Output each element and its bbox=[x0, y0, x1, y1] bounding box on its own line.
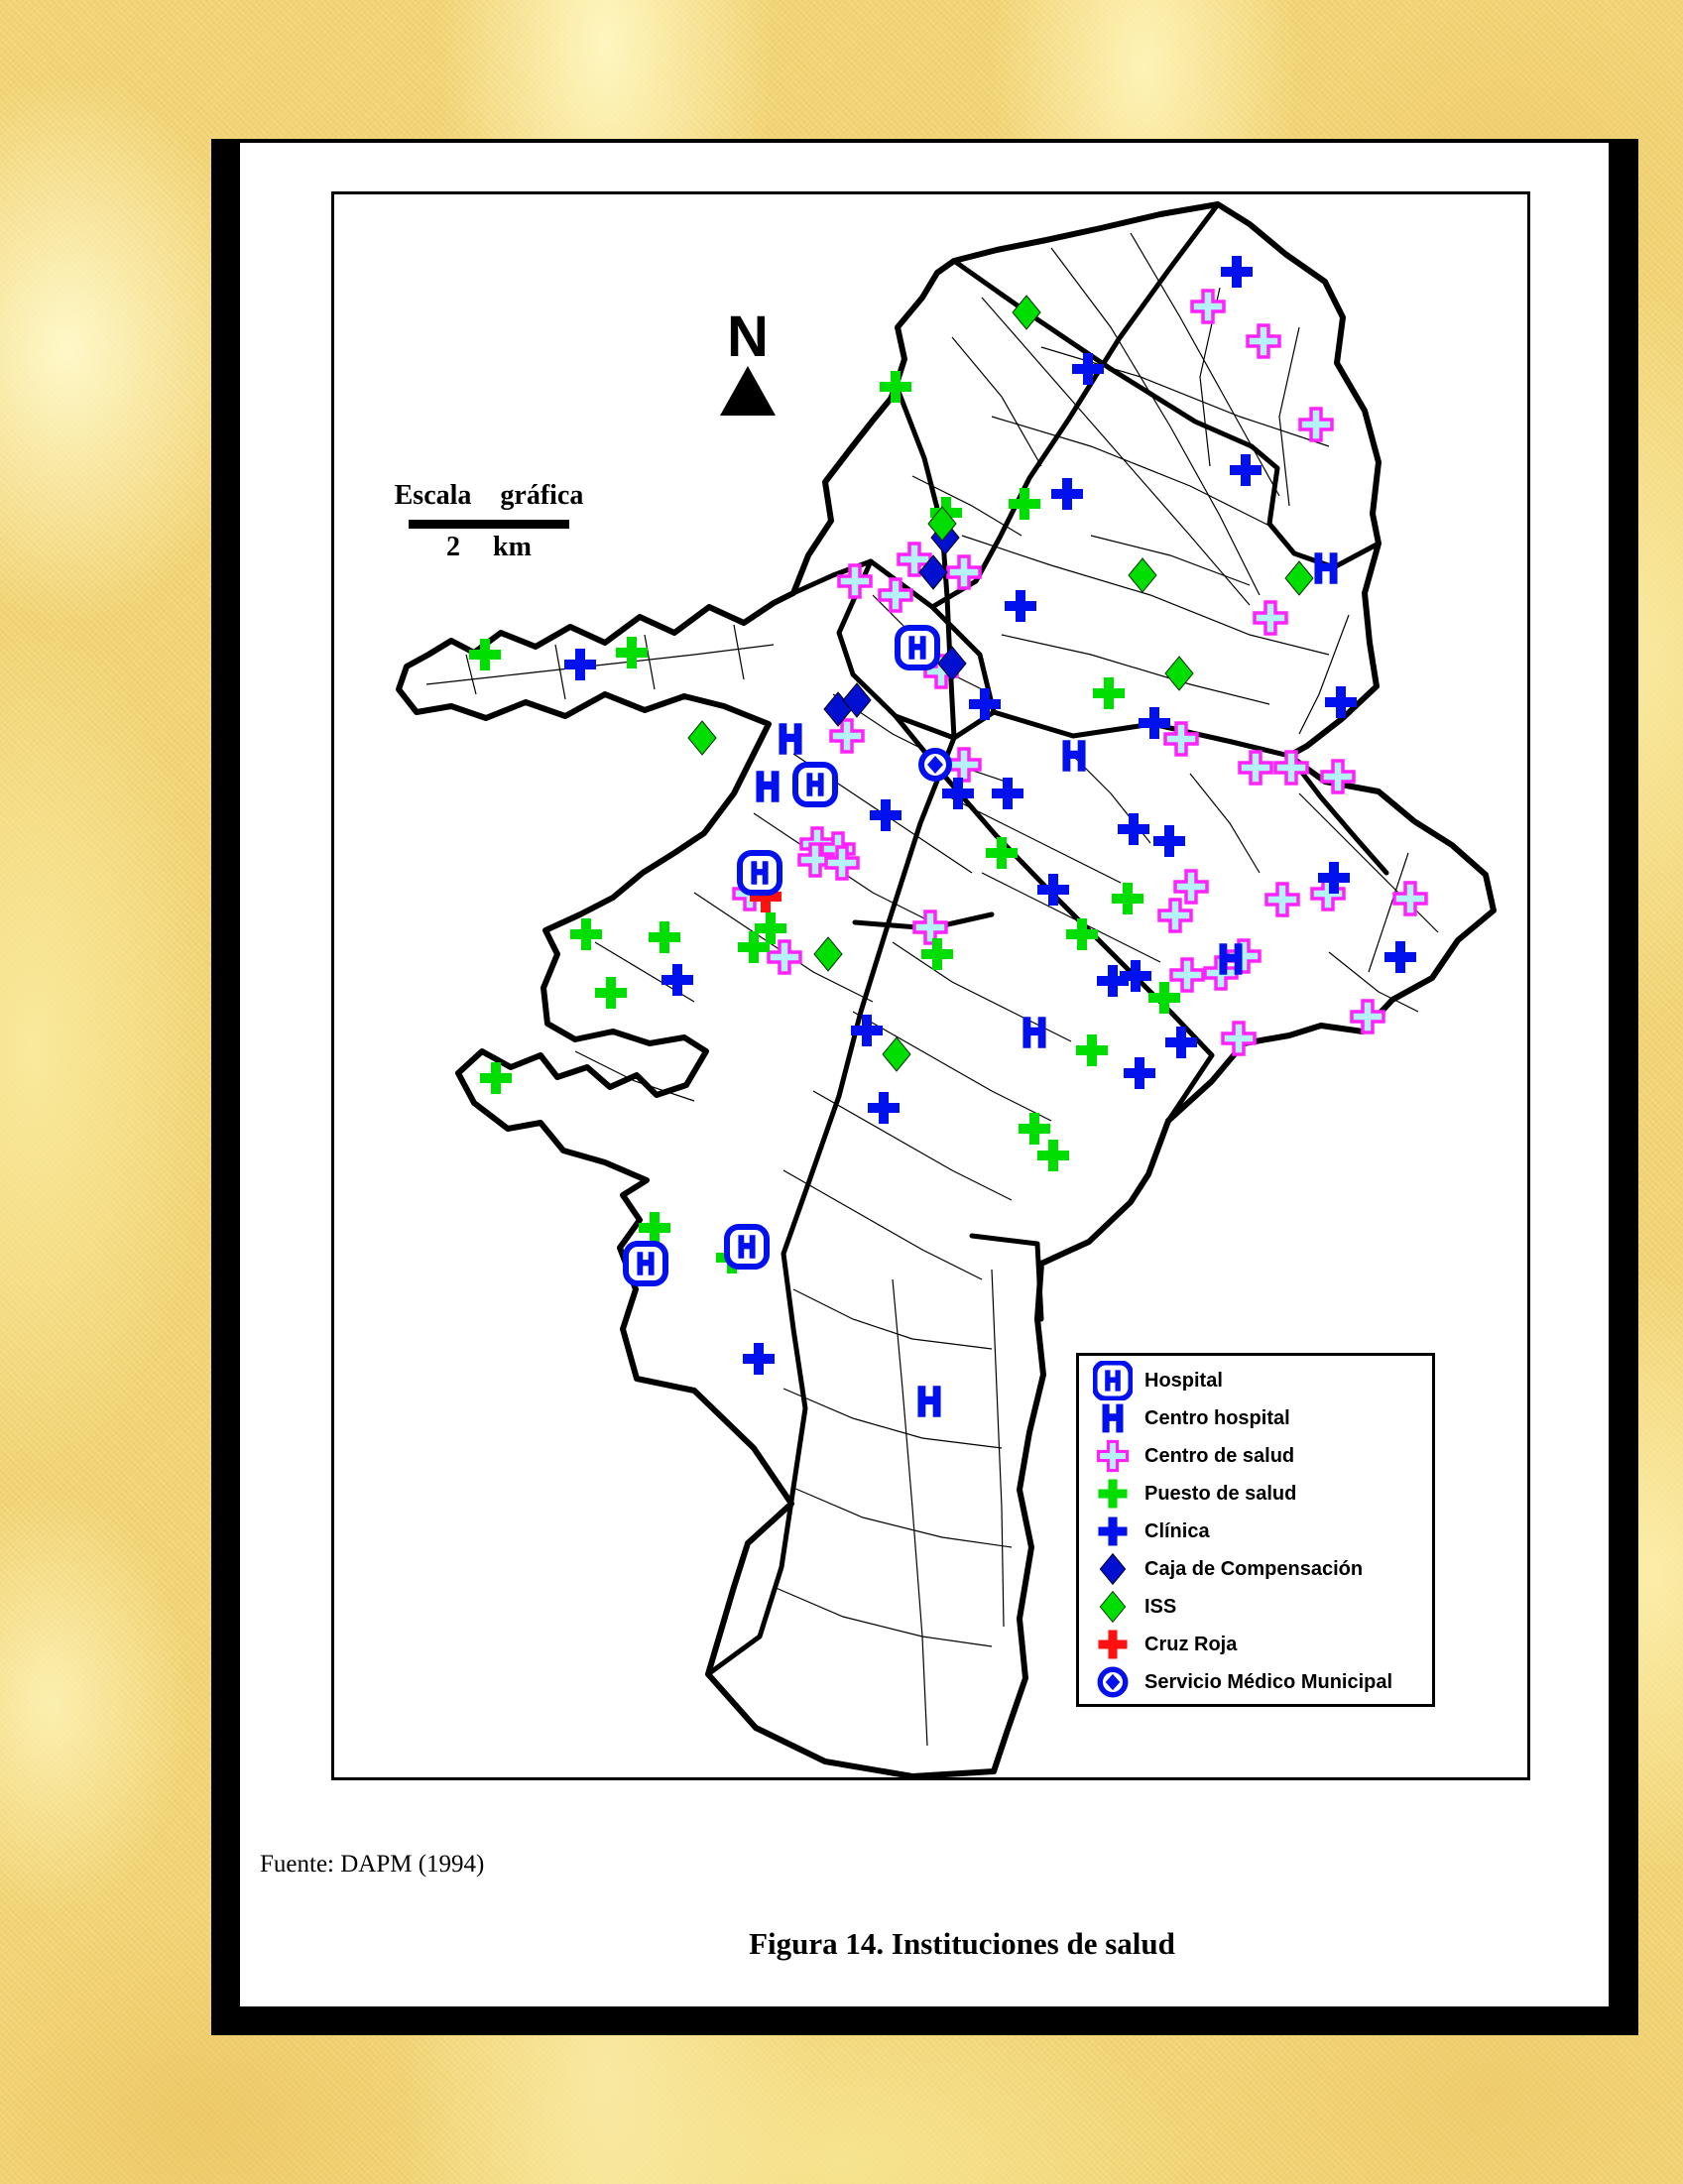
source-note: Fuente: DAPM (1994) bbox=[260, 1851, 485, 1878]
centro-hospital-icon bbox=[1093, 1399, 1133, 1437]
puesto-salud-marker bbox=[1076, 1034, 1108, 1066]
centro-salud-marker bbox=[1171, 959, 1203, 991]
legend-label: Centro hospital bbox=[1144, 1406, 1290, 1429]
caja-icon bbox=[1093, 1550, 1133, 1588]
iss-icon bbox=[1093, 1588, 1133, 1626]
puesto-salud-marker bbox=[649, 921, 680, 953]
centro-hospital-marker bbox=[756, 771, 779, 802]
puesto-salud-marker bbox=[738, 931, 770, 963]
legend-item-puesto_salud bbox=[1093, 1475, 1432, 1513]
centro-salud-marker bbox=[1394, 883, 1426, 914]
puesto-salud-icon bbox=[1093, 1475, 1133, 1513]
puesto-salud-marker bbox=[880, 371, 911, 403]
legend-label: Cruz Roja bbox=[1144, 1633, 1238, 1655]
clinica-marker bbox=[1124, 1057, 1155, 1089]
clinica-marker bbox=[743, 1343, 775, 1375]
legend-label: Puesto de salud bbox=[1144, 1482, 1297, 1505]
iss-marker bbox=[1013, 296, 1040, 329]
hospital-icon bbox=[1093, 1362, 1133, 1399]
centro-salud-marker bbox=[1266, 884, 1298, 915]
north-arrow bbox=[703, 304, 792, 416]
centro-salud-marker bbox=[1192, 291, 1224, 322]
centro-salud-marker bbox=[1300, 409, 1332, 440]
centro-salud-marker bbox=[831, 720, 863, 752]
puesto-salud-marker bbox=[1066, 918, 1098, 950]
clinica-marker bbox=[1384, 941, 1416, 973]
clinica-marker bbox=[1051, 478, 1083, 510]
graphic-scale bbox=[384, 480, 594, 563]
legend-item-cruz_roja bbox=[1093, 1626, 1432, 1663]
figure-caption: Figura 14. Instituciones de salud bbox=[749, 1926, 1175, 1961]
hospital-marker bbox=[740, 853, 780, 893]
centro-hospital-marker bbox=[917, 1386, 940, 1417]
legend-label: Caja de Compensación bbox=[1144, 1557, 1364, 1580]
scale-bar bbox=[409, 520, 569, 529]
centro-salud-icon bbox=[1093, 1437, 1133, 1475]
centro-salud-marker bbox=[1223, 1023, 1255, 1054]
centro-hospital-marker bbox=[1314, 552, 1337, 584]
clinica-marker bbox=[1230, 454, 1262, 486]
centro-hospital-marker bbox=[779, 723, 801, 755]
iss-marker bbox=[814, 937, 842, 971]
legend-label: Servicio Médico Municipal bbox=[1144, 1670, 1393, 1693]
puesto-salud-marker bbox=[570, 918, 602, 950]
centro-salud-marker bbox=[1248, 325, 1279, 357]
puesto-salud-marker bbox=[755, 912, 786, 944]
hospital-marker bbox=[795, 765, 835, 804]
hospital-marker bbox=[626, 1244, 665, 1283]
scale-value: 2 km bbox=[446, 532, 532, 562]
puesto-salud-marker bbox=[469, 639, 501, 670]
puesto-salud-marker bbox=[1148, 982, 1180, 1014]
clinica-marker bbox=[661, 964, 693, 996]
puesto-salud-marker bbox=[639, 1212, 670, 1244]
puesto-salud-marker bbox=[1112, 883, 1143, 914]
iss-marker bbox=[1129, 558, 1156, 592]
clinica-marker bbox=[1037, 874, 1069, 906]
iss-marker bbox=[1285, 561, 1313, 595]
puesto-salud-marker bbox=[1037, 1140, 1069, 1171]
hospital-marker bbox=[727, 1227, 767, 1267]
legend-label: Centro de salud bbox=[1144, 1444, 1295, 1467]
clinica-marker bbox=[1153, 825, 1185, 857]
hospital-marker bbox=[898, 628, 937, 667]
centro-hospital-marker bbox=[1062, 740, 1085, 772]
clinica-marker bbox=[1221, 256, 1253, 288]
smm-icon bbox=[1093, 1663, 1133, 1701]
legend-item-centro_hospital bbox=[1093, 1399, 1432, 1437]
centro-salud-marker bbox=[1275, 752, 1307, 784]
puesto-salud-marker bbox=[595, 977, 627, 1009]
puesto-salud-marker bbox=[1093, 677, 1125, 709]
iss-marker bbox=[1165, 657, 1193, 690]
map-legend bbox=[1076, 1353, 1435, 1707]
clinica-marker bbox=[870, 799, 902, 831]
clinica-marker bbox=[564, 649, 596, 680]
scanned-page bbox=[240, 143, 1609, 2006]
smm-marker bbox=[921, 751, 949, 779]
north-arrow-triangle bbox=[720, 366, 776, 416]
clinica-marker bbox=[992, 778, 1023, 809]
legend-item-iss bbox=[1093, 1588, 1432, 1626]
centro-salud-marker bbox=[1240, 752, 1271, 784]
legend-item-clinica bbox=[1093, 1513, 1432, 1550]
scale-title: Escala gráfica bbox=[394, 480, 584, 511]
legend-label: ISS bbox=[1144, 1595, 1177, 1618]
marker-layer bbox=[469, 256, 1426, 1417]
legend-label: Clínica bbox=[1144, 1519, 1210, 1542]
map-frame bbox=[331, 191, 1530, 1780]
cruz-roja-icon bbox=[1093, 1626, 1133, 1663]
centro-salud-marker bbox=[1175, 871, 1207, 903]
legend-label: Hospital bbox=[1144, 1369, 1223, 1392]
clinica-marker bbox=[851, 1015, 883, 1046]
clinica-marker bbox=[868, 1092, 900, 1124]
legend-item-caja bbox=[1093, 1550, 1432, 1588]
clinica-icon bbox=[1093, 1513, 1133, 1550]
clinica-marker bbox=[1118, 813, 1149, 845]
north-label: N bbox=[727, 304, 769, 369]
legend-item-centro_salud bbox=[1093, 1437, 1432, 1475]
centro-salud-marker bbox=[1255, 602, 1286, 634]
puesto-salud-marker bbox=[616, 637, 648, 668]
puesto-salud-marker bbox=[986, 837, 1018, 869]
centro-salud-marker bbox=[948, 749, 980, 781]
centro-hospital-marker bbox=[1022, 1017, 1045, 1048]
clinica-marker bbox=[1005, 590, 1036, 622]
legend-item-hospital bbox=[1093, 1362, 1432, 1399]
centro-salud-marker bbox=[1159, 900, 1191, 931]
legend-item-smm bbox=[1093, 1663, 1432, 1701]
iss-marker bbox=[688, 721, 716, 755]
